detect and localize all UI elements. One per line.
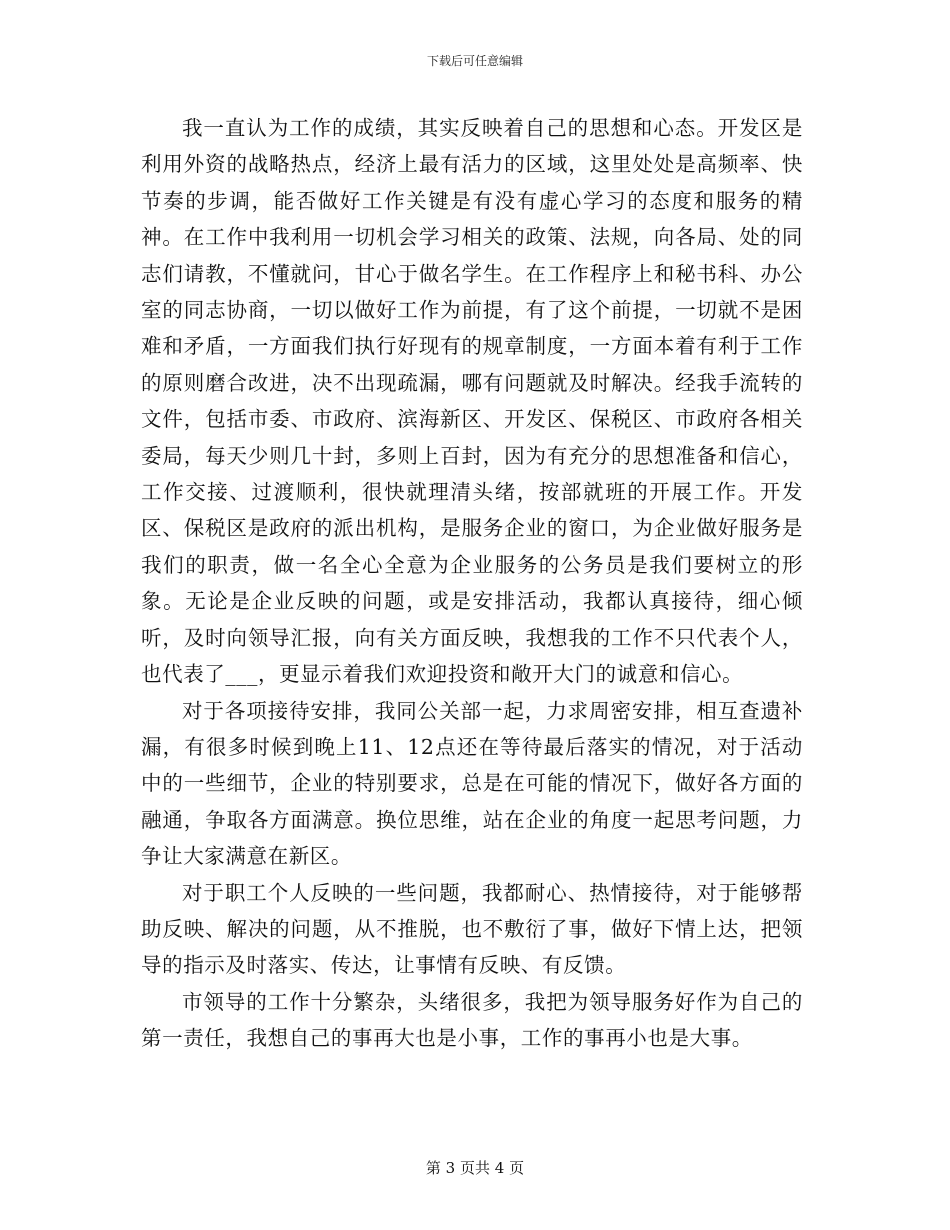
paragraph-4: 市领导的工作十分繁杂，头绪很多，我把为领导服务好作为自己的第一责任，我想自己的事再大也是小事，工作的事再小也是大事。 [141, 989, 803, 1051]
document-body [141, 110, 803, 1057]
page-footer: 第 3 页共 4 页 [425, 1159, 525, 1177]
paragraph-3: 对于职工个人反映的一些问题，我都耐心、热情接待，对于能够帮助反映、解决的问题，从不推脱，也不敷衍了事，做好下情上达，把领导的指示及时落实、传达，让事情有反映、有反馈。 [141, 880, 803, 978]
paragraph-1: 我一直认为工作的成绩，其实反映着自己的思想和心态。开发区是利用外资的战略热点，经济上最有活力的区域，这里处处是高频率、快节奏的步调，能否做好工作关键是有没有虚心学习的态度和服务的精神。在工作中我利用一切机会学习相关的政策、法规，向各局、处的同志们请教，不懂就问，甘心于做名学生。在工作程序上和秘书科、办公室的同志协商，一切以做好工作为前提，有了这个前提，一切就不是困难和矛盾，一方面我们执行好现有的规章制度，一方面本着有利于工作的原则磨合改进，决不出现疏漏，哪有问题就及时解决。经我手流转的文件，包括市委、市政府、滨海新区、开发区、保税区、市政府各相关委局，每天少则几十封，多则上百封，因为有充分的思想准备和信心，工作交接、过渡顺利，很快就理清头绪，按部就班的开展工作。开发区、保税区是政府的派出机构，是服务企业的窗口，为企业做好服务是我们的职责，做一名全心全意为企业服务的公务员是我们要树立的形象。无论是企业反映的问题，或是安排活动，我都认真接待，细心倾听，及时向领导汇报，向有关方面反映，我想我的工作不只代表个人，也代表了___，更显示着我们欢迎投资和敞开大门的诚意和信心。 [141, 116, 803, 687]
page-header: 下载后可任意编辑 [426, 54, 523, 68]
paragraph-2: 对于各项接待安排，我同公关部一起，力求周密安排，相互查遗补漏，有很多时候到晚上11、12点还在等待最后落实的情况，对于活动中的一些细节，企业的特别要求，总是在可能的情况下，做好各方面的融通，争取各方面满意。换位思维，站在企业的角度一起思考问题，力争让大家满意在新区。 [141, 698, 803, 869]
